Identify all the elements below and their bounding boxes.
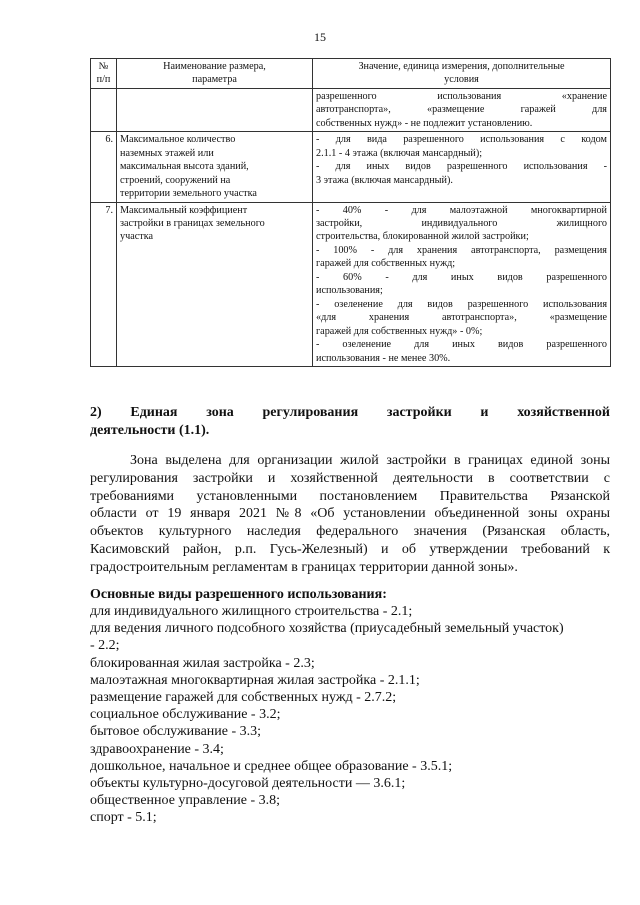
name-line: участка xyxy=(120,231,154,243)
list-item: для индивидуального жилищного строительства - 2.1; xyxy=(90,604,413,619)
table-row xyxy=(91,132,611,202)
heading-line: 2) Единая зона регулирования застройки и хозяйственной xyxy=(90,405,610,420)
regulation-table xyxy=(90,58,611,367)
value-line: 2.1.1 - 4 этажа (включая мансардный); xyxy=(316,147,483,159)
header-value-line: Значение, единица измерения, дополнительные xyxy=(358,61,565,72)
name-line: наземных этажей или xyxy=(120,147,214,159)
permitted-uses-list xyxy=(90,603,615,827)
list-item: объекты культурно-досуговой деятельности — 3.6.1; xyxy=(90,776,406,792)
value-line: использования - не менее 30%. xyxy=(316,352,451,364)
value-line: гаражей для собственных нужд; xyxy=(316,258,456,270)
value-line: собственных нужд» - не подлежит установлению. xyxy=(316,117,533,129)
section-heading xyxy=(90,404,610,440)
value-line: строительства, блокированной жилой застройки; xyxy=(316,231,529,243)
name-line: застройки в границах земельного xyxy=(120,217,265,229)
name-line: строений, сооружений на xyxy=(120,174,231,186)
name-line: максимальная высота зданий, xyxy=(120,161,249,173)
cell-name xyxy=(117,202,313,366)
value-line: - озеленение для видов разрешенного использования xyxy=(316,298,607,310)
header-num xyxy=(91,59,117,89)
list-item: общественное управление - 3.8; xyxy=(90,793,280,809)
cell-num: 6. xyxy=(91,132,117,202)
list-item: размещение гаражей для собственных нужд - 2.7.2; xyxy=(90,690,397,706)
name-line: Максимальный коэффициент xyxy=(120,204,248,216)
paragraph-line: области от 19 января 2021 №8 «Об установлении объединенной зоны охраны xyxy=(90,506,610,522)
name-line: территории земельного участка xyxy=(120,188,257,200)
value-line: «для хранения автотранспорта», «размещение xyxy=(316,312,607,324)
heading-line: деятельности (1.1). xyxy=(90,423,210,438)
cell-num xyxy=(91,88,117,131)
paragraph-line: регулирования застройки и хозяйственной деятельности в соответствии с xyxy=(90,470,610,486)
list-item: - 2.2; xyxy=(90,638,120,654)
table-row xyxy=(91,202,611,366)
cell-value xyxy=(313,88,611,131)
list-item: блокированная жилая застройка - 2.3; xyxy=(90,655,315,671)
value-line: - озеленение для иных видов разрешенного xyxy=(316,339,607,351)
cell-num: 7. xyxy=(91,202,117,366)
value-line: - для вида разрешенного использования с кодом xyxy=(316,134,607,146)
value-line: гаражей для собственных нужд» - 0%; xyxy=(316,325,483,337)
value-line: 3 этажа (включая мансардный). xyxy=(316,174,453,186)
value-line: застройки, индивидуального жилищного xyxy=(316,217,607,229)
paragraph-line: Зона выделена для организации жилой застройки в границах единой зоны xyxy=(130,453,610,468)
list-item: бытовое обслуживание - 3.3; xyxy=(90,724,262,740)
header-name-line: Наименование размера, xyxy=(163,61,266,72)
section-paragraph xyxy=(90,452,610,577)
table-header-row xyxy=(91,59,611,89)
header-value-line: условия xyxy=(444,74,479,86)
list-item: дошкольное, начальное и среднее общее образование - 3.5.1; xyxy=(90,758,453,774)
list-item: здравоохранение - 3.4; xyxy=(90,741,224,757)
value-line: разрешенного использования «хранение xyxy=(316,90,607,102)
value-line: - 100% - для хранения автотранспорта, размещения xyxy=(316,244,607,256)
header-num-line: п/п xyxy=(96,74,111,86)
cell-value xyxy=(313,202,611,366)
value-line: использования; xyxy=(316,285,383,297)
paragraph-line: требованиями установленными постановлением Правительства Рязанской xyxy=(90,488,610,504)
paragraph-line: объектов культурного наследия федерального значения (Рязанская область, xyxy=(90,524,610,540)
paragraph-line: Касимовский район, р.п. Гусь-Железный) и об утверждении требований к xyxy=(90,541,610,557)
list-item: социальное обслуживание - 3.2; xyxy=(90,707,281,723)
list-item: спорт - 5.1; xyxy=(90,810,157,826)
paragraph-line: градостроительным регламентам в границах территории данной зоны». xyxy=(90,559,518,575)
header-name-line: параметра xyxy=(192,74,237,86)
value-line: автотранспорта», «размещение гаражей для xyxy=(316,104,607,116)
value-line: - 40% - для малоэтажной многоквартирной xyxy=(316,204,607,216)
cell-name xyxy=(117,132,313,202)
list-title: Основные виды разрешенного использования: xyxy=(90,587,387,602)
list-item: для ведения личного подсобного хозяйства (приусадебный земельный участок) xyxy=(90,621,564,637)
header-value xyxy=(313,59,611,89)
header-name xyxy=(117,59,313,89)
value-line: - для иных видов разрешенного использования - xyxy=(316,161,607,173)
name-line: Максимальное количество xyxy=(120,134,236,146)
cell-value xyxy=(313,132,611,202)
page-number: 15 xyxy=(314,30,326,44)
list-item: малоэтажная многоквартирная жилая застройка - 2.1.1; xyxy=(90,672,420,688)
header-num-line: № xyxy=(98,61,109,72)
table-row-continuation xyxy=(91,88,611,131)
cell-name xyxy=(117,88,313,131)
value-line: - 60% - для иных видов разрешенного xyxy=(316,271,607,283)
